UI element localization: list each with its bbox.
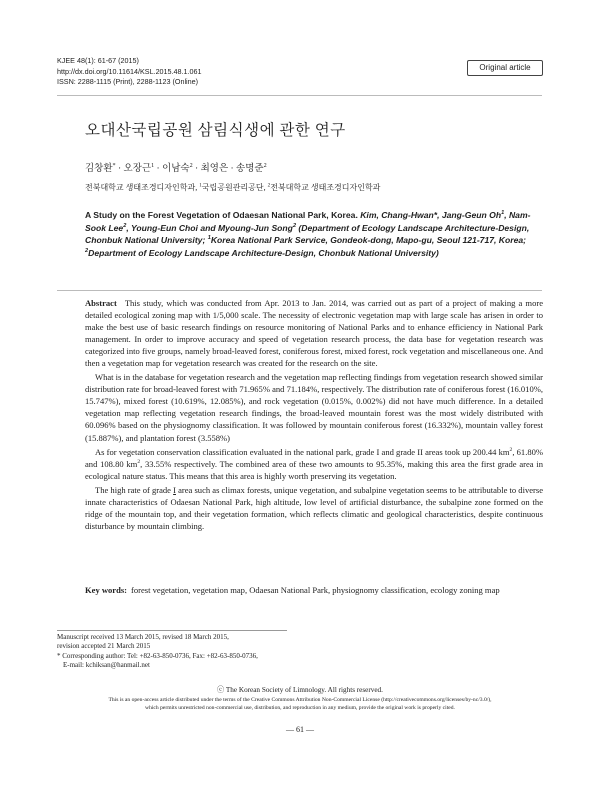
issn: ISSN: 2288-1115 (Print), 2288-1123 (Online): [57, 77, 199, 87]
affiliation-mark: 1: [199, 182, 202, 189]
abstract: [85, 297, 543, 534]
author-name: 오장근: [123, 164, 152, 174]
affiliation-mark: 2: [292, 222, 297, 229]
abstract-text: , 33.55% respectively. The combined area of these two amounts to 95.35%, making this area the first grade area in ecological nature status. This means that this area is highly worth preserving its vegetation.: [85, 458, 543, 481]
english-title-block: [85, 209, 543, 260]
author-separator: ·: [154, 164, 163, 174]
footnote-line: revision accepted 21 March 2015: [57, 642, 151, 651]
unit-superscript: 2: [509, 446, 513, 453]
author-mark: 1: [151, 162, 155, 169]
english-authors: , Nam-Sook Lee: [85, 210, 531, 233]
author-mark: 2: [189, 162, 193, 169]
license-line: which permits unrestricted non-commercial use, distribution, and reproduction in any medium, provide the original work is properly cited.: [145, 705, 455, 711]
footnotes: [57, 633, 258, 671]
korean-affiliations: [85, 182, 380, 193]
grade-label: I: [173, 484, 176, 495]
footnote-line: * Corresponding author: Tel: +82-63-850-0736, Fax: +82-63-850-0736,: [57, 651, 258, 660]
affiliation-mark: 2: [123, 222, 127, 229]
author-mark: *: [112, 162, 116, 169]
author-name: 송명준: [236, 164, 264, 174]
journal-citation: KJEE 48(1): 61-67 (2015): [57, 56, 139, 65]
abstract-paragraph: [85, 446, 543, 482]
abstract-paragraph: [85, 484, 543, 532]
abstract-text: As for vegetation conservation classification evaluated in the national park, grade I and grade II areas took up 200.44 km: [95, 446, 510, 457]
footnote-line: Manuscript received 13 March 2015, revised 18 March 2015,: [57, 633, 229, 641]
abstract-text: What is in the database for vegetation research and the vegetation map reflecting findings from vegetation research showed similar distribution rate for broad-leaved forest with 71.965% and 71.184%, respectively. The distribution rate of coniferous forest (16.010%, 15.747%), mixed forest (10.619%, 12.085%), and rock vegetation (0.015%, 0.002%) did not have much difference. In a detailed vegetation map reflecting vegetation research findings, the broad-leaved mountain forest was the most widely distributed with 60.096% based on the physiognomy classification. It was followed by mountain coniferous forest (16.332%), mountain valley forest (15.887%), and plantation forest (3.558%): [85, 372, 543, 443]
footnote-line: E-mail: kchiksan@hanmail.net: [63, 661, 150, 670]
footnote-divider: [57, 630, 287, 631]
author-separator: ·: [115, 164, 124, 174]
unit-superscript: 2: [137, 458, 141, 465]
affiliation: 국립공원관리공단,: [201, 183, 268, 192]
journal-meta: [57, 56, 202, 88]
korean-title: 오대산국립공원 삼림식생에 관한 연구: [85, 122, 346, 139]
license-notice: [0, 696, 600, 712]
abstract-text: area such as climax forests, unique vegetation, and subalpine vegetation seems to be attributable to diverse innate characteristics of Odaesan National Park, high altitude, low level of artificial disturbance, the subalpine zone formed on the ridge of the mountain top, and their vegetation formation, which reflects climatic and geological characteristics, despite continuous disturbance by mountain climbing.: [85, 484, 543, 531]
keywords: [85, 584, 543, 597]
author-separator: ·: [192, 164, 201, 174]
author-name: 최영은: [200, 164, 229, 174]
affiliation-mark: 1: [501, 210, 505, 217]
author-mark: 2: [263, 162, 267, 169]
license-line: This is an open-access article distributed under the terms of the Creative Commons Attribution Non-Commercial License (http://creativecommons.org/licenses/by-nc/3.0/),: [108, 697, 492, 703]
abstract-divider: [57, 290, 542, 291]
abstract-text: , 61.80% and 108.80 km: [85, 446, 543, 469]
affiliation-mark: 2: [85, 248, 89, 255]
copyright: ⓒ The Korean Society of Limnology. All rights reserved.: [217, 686, 383, 694]
korean-authors: [85, 160, 267, 174]
english-affiliation: Korea National Park Service, Gondeok-dong, Mapo-gu, Seoul 121-717, Korea;: [210, 235, 527, 246]
english-affiliation: Department of Ecology Landscape Architecture-Design, Chonbuk National University): [88, 248, 439, 259]
article-type-badge: Original article: [467, 60, 543, 76]
abstract-paragraph: [85, 371, 543, 443]
affiliation: 전북대학교 생태조경디자인학과,: [85, 183, 200, 192]
abstract-text: This study, which was conducted from Apr. 2013 to Jan. 2014, was carried out as part of a project of making a more detailed ecological zoning map with 1/5,000 scale. The necessity of electronic vegetation map with large scale has arisen in order to make the best use of basic research findings on resource monitoring of National Parks and to enhance efficiency in National Park management. In order to improve accuracy and speed of vegetation research process, the data base for vegetation research was categorized into five groups, namely broad-leaved forest, coniferous forest, mixed forest, rock vegetation and miscellaneous one. And then a vegetation map for vegetation research was created for the research on the site.: [85, 298, 543, 369]
abstract-label: Abstract: [85, 298, 117, 308]
english-authors: Kim, Chang-Hwan*, Jang-Geun Oh: [360, 210, 502, 220]
header-divider: [57, 95, 542, 96]
author-name: 김창환: [85, 164, 113, 174]
affiliation: 전북대학교 생태조경디자인학과: [270, 183, 381, 192]
doi-link[interactable]: http://dx.doi.org/10.11614/KSL.2015.48.1.061: [57, 66, 202, 76]
affiliation-mark: 2: [267, 182, 271, 189]
keywords-text: forest vegetation, vegetation map, Odaesan National Park, physiognomy classification, ecology zoning map: [131, 585, 500, 595]
english-title: A Study on the Forest Vegetation of Odaesan National Park, Korea.: [85, 210, 358, 220]
affiliation-mark: 1: [207, 235, 211, 242]
abstract-paragraph: [85, 297, 543, 369]
english-affiliation: (Department of Ecology Landscape Architecture-Design, Chonbuk National University;: [85, 222, 530, 246]
page-number: ― 61 ―: [286, 725, 314, 734]
abstract-text: The high rate of grade: [95, 484, 174, 495]
english-authors: , Young-Eun Choi and Myoung-Jun Song: [126, 222, 293, 233]
keywords-label: Key words:: [85, 585, 128, 595]
author-name: 이남숙: [162, 164, 190, 174]
author-separator: ·: [228, 164, 237, 174]
